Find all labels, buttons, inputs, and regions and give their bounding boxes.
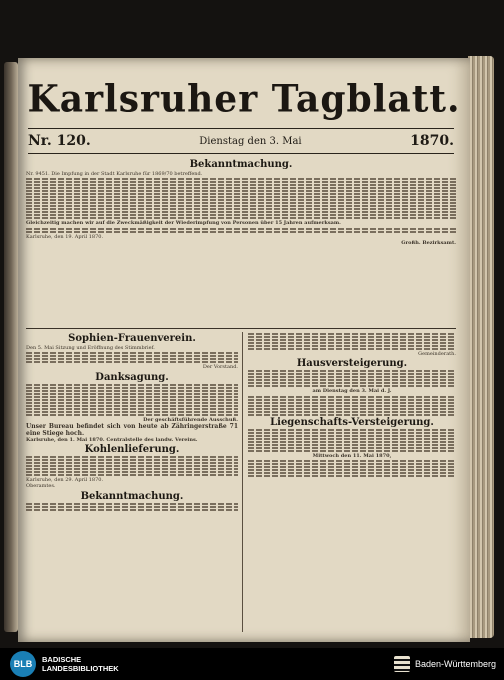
heading-sophien: Sophien-Frauenverein. (68, 333, 196, 344)
top-notice (26, 158, 456, 328)
heading-hausversteigerung: Hausversteigerung. (296, 358, 408, 370)
right-signature-1: Gemeinderath. (418, 351, 456, 357)
column-divider (242, 332, 243, 632)
page-stack-edge (468, 56, 494, 638)
notice-nr: Nr. 9451. Die Impfung in der Stadt Karlsruhe für 1869/70 betreffend. (26, 171, 203, 177)
heading-bekanntmachung-2: Bekanntmachung. (80, 490, 184, 502)
right-column (248, 332, 456, 642)
left-column (26, 332, 238, 642)
library-name-line2: LANDESBIBLIOTHEK (42, 664, 119, 673)
kohlen-oberamt: Oberamtes. (26, 483, 56, 490)
library-name-line1: BADISCHE (42, 655, 82, 664)
liegenschaft-date: Mittwoch den 11. Mai 1870, (312, 452, 392, 459)
state-crest-icon (394, 656, 410, 672)
notice-signature: Großh. Bezirksamt. (401, 239, 456, 246)
notice-date: Karlsruhe, den 19. April 1870. (26, 233, 104, 240)
notice-gleichzeitig: Gleichzeitig machen wir auf die Zweckmäßigkeit der Wiederimpfung von Personen über 15 Jahren aufmerksam. (26, 220, 341, 227)
danksagung-signature: Der geschäftsführende Ausschuß. (143, 416, 238, 423)
haus-date: am Dienstag den 3. Mai d. J. (312, 388, 392, 395)
kohlen-date: Karlsruhe, den 29. April 1870. (26, 477, 104, 484)
heading-bekanntmachung: Bekanntmachung. (189, 159, 293, 170)
library-name (42, 655, 119, 673)
book-spine (4, 62, 18, 632)
viewer-footer (0, 648, 504, 680)
column-rule (26, 328, 456, 329)
blb-logo[interactable]: BLB (10, 651, 36, 677)
heading-danksagung: Danksagung. (95, 371, 169, 383)
bureau-signature: Karlsruhe, den 1. Mai 1870. Centralstelle des landw. Vereins. (26, 436, 198, 443)
heading-liegenschaft: Liegenschafts-Versteigerung. (270, 416, 434, 428)
heading-kohlen: Kohlenlieferung. (84, 444, 180, 456)
issue-date: Dienstag den 3. Mai (199, 135, 302, 147)
issue-year: 1870. (410, 133, 454, 149)
bureau-notice: Unser Bureau befindet sich von heute ab Zähringerstraße 71 eine Stiege hoch. (26, 422, 238, 437)
masthead-title: Karlsruher Tagblatt. (27, 76, 461, 122)
state-brand[interactable] (394, 656, 496, 672)
state-name: Baden-Württemberg (414, 659, 496, 669)
newspaper-page (18, 58, 470, 642)
sophien-sub: Den 5. Mai Sitzung und Eröffnung des Stimmbrief. (26, 345, 155, 351)
sophien-signature: Der Vorstand. (202, 364, 238, 371)
issue-line (28, 128, 454, 154)
issue-number: Nr. 120. (28, 133, 91, 149)
